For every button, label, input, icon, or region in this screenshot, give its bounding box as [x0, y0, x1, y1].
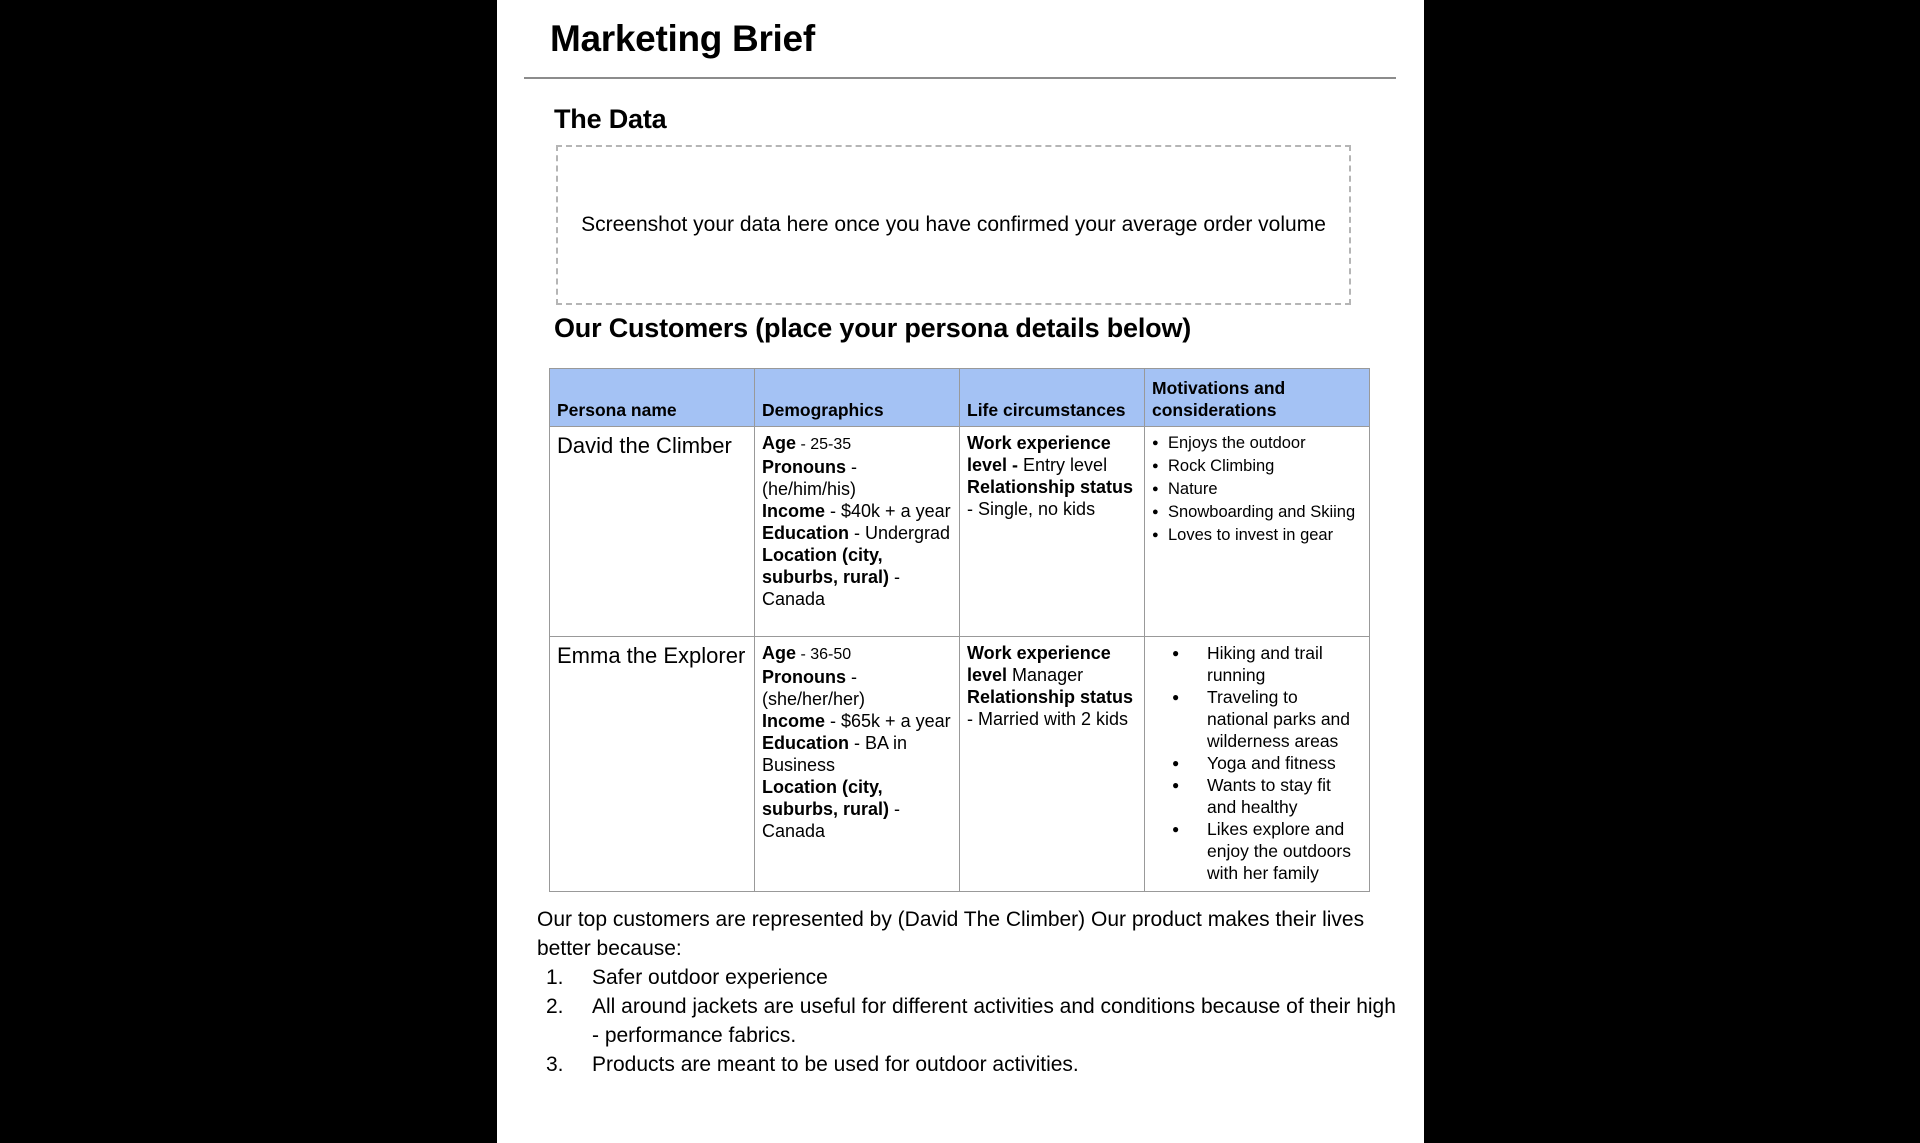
list-number: 2.: [546, 995, 564, 1018]
summary-intro: Our top customers are represented by (David The Climber) Our product makes their lives better because:: [537, 908, 1365, 960]
work-label: Work experience level -: [967, 433, 1111, 475]
table-header-row: [550, 369, 1370, 427]
life-circumstances-cell: [960, 637, 1145, 892]
education-value: - BA in Business: [762, 733, 908, 775]
header-demographics: Demographics: [755, 369, 960, 427]
education-label: Education: [762, 733, 850, 753]
list-item: ● Traveling to national parks and wilderness areas: [1152, 686, 1362, 752]
table-row: [550, 637, 1370, 892]
placeholder-text: Screenshot your data here once you have confirmed your average order volume: [581, 213, 1326, 236]
education-value: - Undergrad: [849, 523, 951, 543]
location-value: - Canada: [762, 799, 901, 841]
pronouns-value: - (she/her/her): [762, 667, 866, 709]
list-item: ● Wants to stay fit and healthy: [1152, 774, 1362, 818]
location-value: - Canada: [762, 567, 901, 609]
persona-name: David the Climber: [550, 427, 755, 637]
education-label: Education: [762, 523, 850, 543]
list-number: 3.: [546, 1053, 564, 1076]
reasons-list: [537, 963, 1397, 1079]
list-item: ● Enjoys the outdoor: [1152, 432, 1362, 455]
pronouns-value: - (he/him/his): [762, 457, 857, 499]
income-label: Income: [762, 711, 826, 731]
relationship-label: Relationship status: [967, 687, 1134, 707]
title-divider: [524, 77, 1396, 79]
header-persona-name: Persona name: [550, 369, 755, 427]
work-value: Manager: [1007, 665, 1084, 685]
relationship-value: - Married with 2 kids: [967, 709, 1129, 729]
pronouns-label: Pronouns: [762, 667, 846, 687]
list-item: ● Yoga and fitness: [1152, 752, 1362, 774]
motivations-cell: [1145, 637, 1370, 892]
list-item: [537, 992, 1397, 1050]
list-item: ● Rock Climbing: [1152, 455, 1362, 478]
list-item: [537, 1050, 1397, 1079]
income-value: - $65k + a year: [825, 711, 951, 731]
motivations-list: [1152, 432, 1362, 547]
age-value: - 36-50: [796, 646, 852, 663]
income-label: Income: [762, 501, 826, 521]
document-title: Marketing Brief: [550, 18, 815, 59]
list-item: ● Likes explore and enjoy the outdoors with her family: [1152, 818, 1362, 884]
relationship-label: Relationship status: [967, 477, 1134, 497]
data-heading: The Data: [554, 104, 667, 134]
pronouns-label: Pronouns: [762, 457, 846, 477]
income-value: - $40k + a year: [825, 501, 951, 521]
demographics-cell: [755, 637, 960, 892]
list-item: ● Snowboarding and Skiing: [1152, 501, 1362, 524]
list-item: ● Loves to invest in gear: [1152, 524, 1362, 547]
header-motivations: Motivations and considerations: [1145, 369, 1370, 427]
motivations-cell: [1145, 427, 1370, 637]
age-label: Age: [762, 433, 797, 453]
life-circumstances-cell: [960, 427, 1145, 637]
list-number: 1.: [546, 966, 564, 989]
list-item: ● Nature: [1152, 478, 1362, 501]
document-page: [497, 0, 1424, 1143]
data-screenshot-placeholder[interactable]: [556, 145, 1351, 305]
table-row: [550, 427, 1370, 637]
demographics-cell: [755, 427, 960, 637]
customers-heading: Our Customers (place your persona details below): [554, 313, 1192, 343]
list-text: All around jackets are useful for different activities and conditions because of their high - performance fabrics.: [592, 995, 1396, 1047]
work-value: Entry level: [1023, 455, 1108, 475]
list-text: Safer outdoor experience: [592, 966, 828, 989]
work-label: Work experience level: [967, 643, 1111, 685]
location-label: Location (city, suburbs, rural): [762, 545, 890, 587]
list-item: [537, 963, 1397, 992]
motivations-list: [1152, 642, 1362, 884]
persona-table: [549, 368, 1370, 892]
list-item: ● Hiking and trail running: [1152, 642, 1362, 686]
age-value: - 25-35: [796, 436, 852, 453]
header-life-circumstances: Life circumstances: [960, 369, 1145, 427]
customer-summary: [537, 905, 1397, 1079]
age-label: Age: [762, 643, 797, 663]
list-text: Products are meant to be used for outdoor activities.: [592, 1053, 1079, 1076]
persona-name: Emma the Explorer: [550, 637, 755, 892]
location-label: Location (city, suburbs, rural): [762, 777, 890, 819]
relationship-value: - Single, no kids: [967, 499, 1096, 519]
